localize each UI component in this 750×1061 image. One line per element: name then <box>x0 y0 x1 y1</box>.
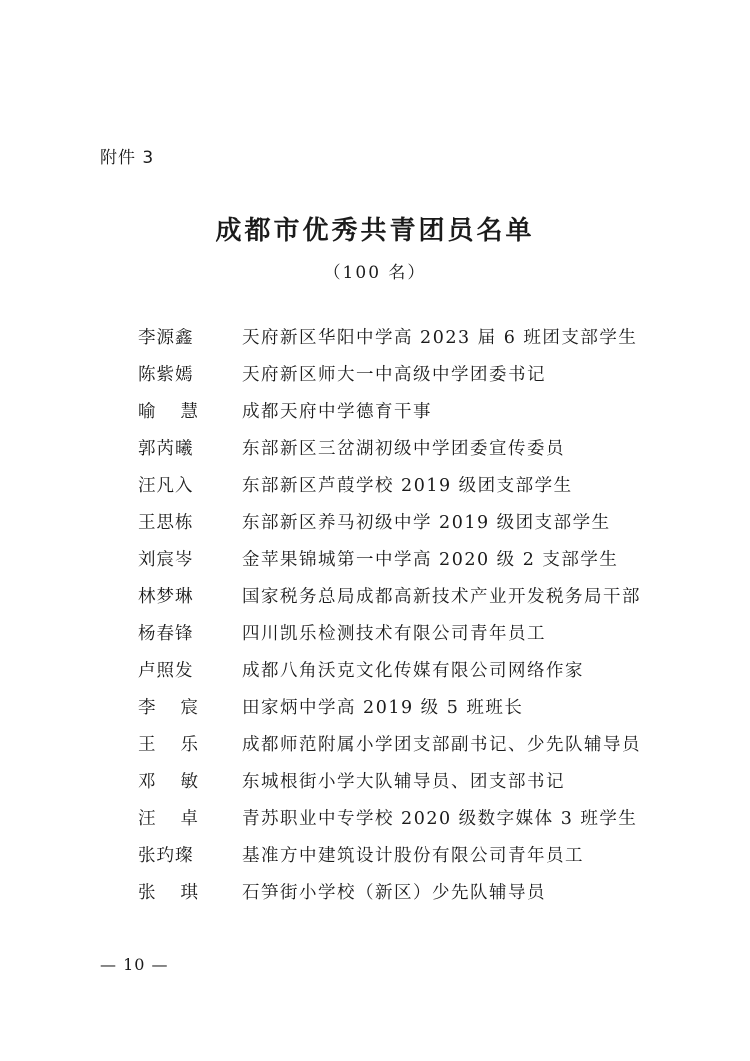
member-row <box>138 842 698 879</box>
member-role: 东部新区三岔湖初级中学团委宣传委员 <box>242 439 565 459</box>
member-name: 张玓璨 <box>138 846 194 866</box>
member-row <box>138 509 698 546</box>
member-name: 王思栋 <box>138 513 194 533</box>
member-row <box>138 731 698 768</box>
member-role: 东部新区养马初级中学 2019 级团支部学生 <box>242 513 611 533</box>
document-title: 成都市优秀共青团员名单 <box>215 216 535 246</box>
name-char: 卓 <box>180 809 198 829</box>
member-name: 汪凡入 <box>138 476 194 496</box>
member-role: 成都天府中学德育干事 <box>242 402 432 422</box>
member-row <box>138 879 698 916</box>
attachment-label: 附件 3 <box>100 148 155 168</box>
name-char: 慧 <box>180 402 198 422</box>
member-row <box>138 324 698 361</box>
member-row <box>138 694 698 731</box>
member-role: 青苏职业中专学校 2020 级数字媒体 3 班学生 <box>242 809 638 829</box>
member-roster <box>138 324 698 916</box>
name-char: 王 <box>138 735 156 755</box>
member-role: 成都师范附属小学团支部副书记、少先队辅导员 <box>242 735 641 755</box>
member-role: 国家税务总局成都高新技术产业开发税务局干部 <box>242 587 641 607</box>
member-role: 东城根街小学大队辅导员、团支部书记 <box>242 772 565 792</box>
member-count: （100 名） <box>323 263 427 283</box>
member-role: 金苹果锦城第一中学高 2020 级 2 支部学生 <box>242 550 619 570</box>
member-name: 刘宸岑 <box>138 550 194 570</box>
member-role: 石笋街小学校（新区）少先队辅导员 <box>242 883 546 903</box>
member-role: 田家炳中学高 2019 级 5 班班长 <box>242 698 524 718</box>
member-row <box>138 620 698 657</box>
member-name: 陈紫嫣 <box>138 365 194 385</box>
member-row <box>138 435 698 472</box>
member-name <box>138 398 198 423</box>
member-role: 成都八角沃克文化传媒有限公司网络作家 <box>242 661 584 681</box>
member-name <box>138 805 198 830</box>
name-char: 喻 <box>138 402 156 422</box>
name-char: 汪 <box>138 809 156 829</box>
member-name <box>138 731 198 756</box>
page-number: — 10 — <box>100 955 169 974</box>
member-row <box>138 361 698 398</box>
member-row <box>138 472 698 509</box>
member-name: 杨春锋 <box>138 624 194 644</box>
name-char: 张 <box>138 883 156 903</box>
member-name <box>138 879 198 904</box>
name-char: 宸 <box>180 698 198 718</box>
member-row <box>138 805 698 842</box>
member-name <box>138 768 198 793</box>
member-role: 基准方中建筑设计股份有限公司青年员工 <box>242 846 584 866</box>
member-role: 东部新区芦葭学校 2019 级团支部学生 <box>242 476 573 496</box>
name-char: 李 <box>138 698 156 718</box>
member-row <box>138 546 698 583</box>
member-role: 天府新区师大一中高级中学团委书记 <box>242 365 546 385</box>
member-name: 李源鑫 <box>138 328 194 348</box>
member-name: 林梦琳 <box>138 587 194 607</box>
member-name: 郭芮曦 <box>138 439 194 459</box>
member-role: 天府新区华阳中学高 2023 届 6 班团支部学生 <box>242 328 638 348</box>
member-role: 四川凯乐检测技术有限公司青年员工 <box>242 624 546 644</box>
member-row <box>138 657 698 694</box>
member-name: 卢照发 <box>138 661 194 681</box>
name-char: 邓 <box>138 772 156 792</box>
member-row <box>138 398 698 435</box>
name-char: 敏 <box>180 772 198 792</box>
name-char: 琪 <box>180 883 198 903</box>
member-row <box>138 768 698 805</box>
name-char: 乐 <box>180 735 198 755</box>
member-name <box>138 694 198 719</box>
member-row <box>138 583 698 620</box>
